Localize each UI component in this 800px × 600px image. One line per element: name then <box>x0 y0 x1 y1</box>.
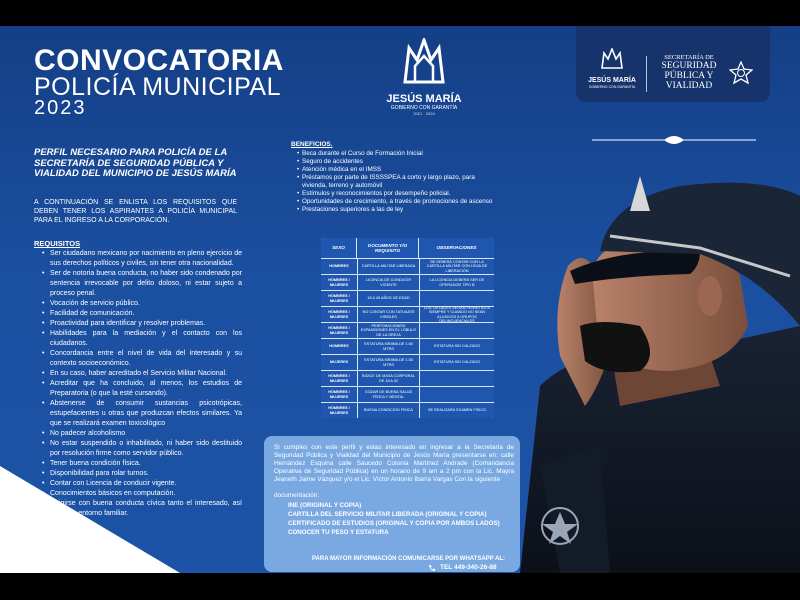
secretaria-line2: SEGURIDAD <box>661 61 717 71</box>
cell-documento: ESTATURA MÍNIMA DE 1.60 MTRS <box>357 339 419 354</box>
list-item: • Oportunidades de crecimiento, a través de promociones de ascenso <box>297 198 497 206</box>
list-item: • Dirigirse con buena conducta cívica tanto el interesado, así como su entorno familiar. <box>42 499 242 519</box>
intro-text: A CONTINUACIÓN SE ENLISTA LOS REQUISITOS QUE DEBEN TENER LOS ASPIRANTES A POLICÍA MUNICIPAL PARA EL INGRESO A LA CORPORACIÓN. <box>34 199 237 224</box>
secretaria-line3: PÚBLICA Y <box>664 71 714 81</box>
list-item: • En su caso, haber acreditado el Servicio Militar Nacional. <box>42 369 242 379</box>
col-sexo: SEXO <box>321 238 357 258</box>
cell-sexo: HOMBRES <box>321 259 357 274</box>
table-row <box>321 354 494 370</box>
crown-emblem-icon <box>401 38 447 86</box>
municipio-logo <box>588 48 636 89</box>
list-item: • Ser de notoria buena conducta, no haber sido condenado por sentencia irrevocable por delito doloso, ni estar sujeto a proceso penal. <box>42 269 242 299</box>
table-row <box>321 290 494 306</box>
police-star-icon <box>729 61 753 85</box>
list-item: • No padecer alcoholismo <box>42 429 242 439</box>
header-panel <box>576 26 770 102</box>
list-item: • Beca durante el Curso de Formación Inicial <box>297 150 497 158</box>
table-row <box>321 338 494 354</box>
cell-sexo: HOMBRES / MUJERES <box>321 387 357 402</box>
header-divider <box>646 56 647 92</box>
table-row <box>321 386 494 402</box>
list-item: • Concordancia entre el nivel de vida del interesado y su contexto socioeconómico. <box>42 349 242 369</box>
cell-sexo: HOMBRES / MUJERES <box>321 291 357 306</box>
table-row <box>321 370 494 386</box>
list-item: • Ser ciudadano mexicano por nacimiento en pleno ejercicio de sus derechos políticos y civiles, sin tener otra nacionalidad. <box>42 249 242 269</box>
secretaria-line4: VIALIDAD <box>665 81 713 91</box>
cell-sexo: HOMBRES / MUJERES <box>321 371 357 386</box>
perfil-heading: PERFIL NECESARIO PARA POLICÍA DE LA SECRETARÍA DE SEGURIDAD PÚBLICA Y VIALIDAD DEL MUNICIPIO DE JESÚS MARÍA <box>34 147 237 179</box>
cell-documento: BUENA CONDICIÓN FÍSICA <box>357 403 419 418</box>
municipio-sub: GOBIERNO CON GARANTÍA <box>588 85 636 89</box>
cell-observaciones <box>419 323 494 338</box>
docs-list <box>288 501 500 537</box>
list-item: • Disponibilidad para rolar turnos. <box>42 469 242 479</box>
list-item: • Prestaciones superiores a las de ley <box>297 206 497 214</box>
list-item: • Abstenerse de consumir sustancias psicotrópicas, estupefacientes u otras que produzcan efectos similares. Ya que se realizará examen toxicológico <box>42 399 242 429</box>
cell-sexo: HOMBRES / MUJERES <box>321 307 357 322</box>
list-item: • Atención médica en el IMSS <box>297 166 497 174</box>
list-item: • No estar suspendido o inhabilitado, ni haber sido destituido por resolución firme como servidor público. <box>42 439 242 459</box>
cell-sexo: MUJERES <box>321 355 357 370</box>
cell-documento: LICENCIA DE CONDUCIR VIGENTE <box>357 275 419 290</box>
title-convocatoria: CONVOCATORIA <box>34 44 284 77</box>
cell-documento: CARTILLA MILITAR LIBERADA <box>357 259 419 274</box>
list-item: • Estímulos y reconocimientos por desempeño policial. <box>297 190 497 198</box>
logo-years: 2021 · 2024 <box>413 111 435 116</box>
cell-observaciones: LA LICENCIA DEBERÁ SER DE OPERADOR TIPO B <box>419 275 494 290</box>
cell-observaciones: SE REALIZARÁ EXAMEN FÍSICO <box>419 403 494 418</box>
table-row <box>321 306 494 322</box>
logo-name: JESÚS MARÍA <box>386 93 462 105</box>
cell-sexo: HOMBRES / MUJERES <box>321 403 357 418</box>
table-header <box>321 238 494 258</box>
municipio-name: JESÚS MARÍA <box>588 77 636 84</box>
cell-documento: NO CONTAR CON TATUAJES VISIBLES <box>357 307 419 322</box>
beneficios-heading: BENEFICIOS. <box>291 141 333 148</box>
table-row <box>321 258 494 274</box>
info-box <box>264 436 520 572</box>
title-year: 2023 <box>34 97 87 119</box>
cell-observaciones <box>419 291 494 306</box>
table-row <box>321 322 494 338</box>
list-item: • Acreditar que ha concluido, al menos, los estudios de Preparatoria (o que la esté cursando). <box>42 379 242 399</box>
col-documento: DOCUMENTO Y/O REQUISITO <box>357 238 419 258</box>
list-item: • Seguro de accidentes <box>297 158 497 166</box>
phone-number[interactable]: TEL 449-340-26-88 <box>440 564 497 571</box>
phone-icon <box>428 564 436 572</box>
cell-documento: 18 A 45 AÑOS DE EDAD <box>357 291 419 306</box>
requisitos-list <box>42 249 242 519</box>
cell-observaciones <box>419 371 494 386</box>
list-item: • Vocación de servicio público. <box>42 299 242 309</box>
cell-observaciones: ESTATURA SIN CALZADO <box>419 339 494 354</box>
info-paragraph: Si cumples con este perfil y estas interesado en ingresar a la Secretaría de Seguridad Pública y Vialidad del Municipio de Jesús María presentarse en: calle Hernández Esquina calle Saucedo Colonia Martínez Andrade (Comandancia Operativa de Seguridad Pública) en un horario de 9 am a 2 pm con la Lic. Mayra Jeaneth Jaime Vázquez y/o el Lic. Víctor Antonio Ibarra Vargas Con la siguiente <box>274 444 514 483</box>
requisitos-heading: REQUISITOS <box>34 239 81 248</box>
list-item: • Contar con Licencia de conducir vigente. <box>42 479 242 489</box>
list-item: • Habilidades para la mediación y el contacto con los ciudadanos. <box>42 329 242 349</box>
whatsapp-line: PARA MAYOR INFORMACIÓN COMUNICARSE POR WHATSAPP AL: <box>312 556 506 562</box>
table-row <box>321 274 494 290</box>
cell-documento: ESTATURA MÍNIMA DE 1.55 MTRS <box>357 355 419 370</box>
cell-observaciones <box>419 387 494 402</box>
list-item: • Facilidad de comunicación. <box>42 309 242 319</box>
list-item: CERTIFICADO DE ESTUDIOS (ORIGINAL Y COPIA POR AMBOS LADOS) <box>288 520 500 527</box>
list-item: • Conocimientos básicos en computación. <box>42 489 242 499</box>
list-item: • Proactividad para identificar y resolver problemas. <box>42 319 242 329</box>
secretaria-label <box>654 54 724 91</box>
logo-tagline: GOBIERNO CON GARANTÍA <box>390 105 458 111</box>
docs-heading: documentación: <box>274 492 320 499</box>
cell-observaciones: ESTATURA SIN CALZADO <box>419 355 494 370</box>
cell-sexo: HOMBRES / MUJERES <box>321 323 357 338</box>
poster <box>0 26 800 573</box>
municipio-emblem-icon <box>600 48 624 70</box>
cell-observaciones: LOS TATUAJES SERÁN PERMITIDOS SIEMPRE Y CUANDO NO SEAN ALUSIVOS A GRUPOS DELINCUENCIALES <box>419 307 494 322</box>
cell-documento: PERFORACIONES/ EXPANSIONES EN EL LÓBULO DE LA OREJA <box>357 323 419 338</box>
table-row <box>321 402 494 418</box>
requirements-table <box>321 238 494 418</box>
jesus-maria-logo <box>385 38 463 116</box>
cell-documento: ÍNDICE DE MASA CORPORAL DE 18 A 32 <box>357 371 419 386</box>
list-item: • Préstamos por parte de ISSSSPEA a corto y largo plazo, para vivienda, terreno y automóvil <box>297 174 497 190</box>
cell-sexo: HOMBRES <box>321 339 357 354</box>
title-policia-municipal: POLICÍA MUNICIPAL <box>34 73 281 101</box>
list-item: • Tener buena condición física. <box>42 459 242 469</box>
list-item: INE (ORIGINAL Y COPIA) <box>288 502 362 509</box>
secretaria-line1: SECRETARÍA DE <box>664 54 714 61</box>
col-observaciones: OBSERVACIONES <box>436 245 477 251</box>
beneficios-list <box>297 150 497 214</box>
list-item: CONOCER TU PESO Y ESTATURA <box>288 529 389 536</box>
list-item: CARTILLA DEL SERVICIO MILITAR LIBERADA (ORIGINAL Y COPIA) <box>288 511 487 518</box>
cell-sexo: HOMBRES / MUJERES <box>321 275 357 290</box>
cell-documento: GOZAR DE BUENA SALUD FÍSICA Y MENTAL <box>357 387 419 402</box>
cell-observaciones: SE DEBERÁ CONTAR CON LA CARTILLA MILITAR CON HOJA DE LIBERACIÓN <box>419 259 494 274</box>
ornament-divider <box>592 134 756 146</box>
